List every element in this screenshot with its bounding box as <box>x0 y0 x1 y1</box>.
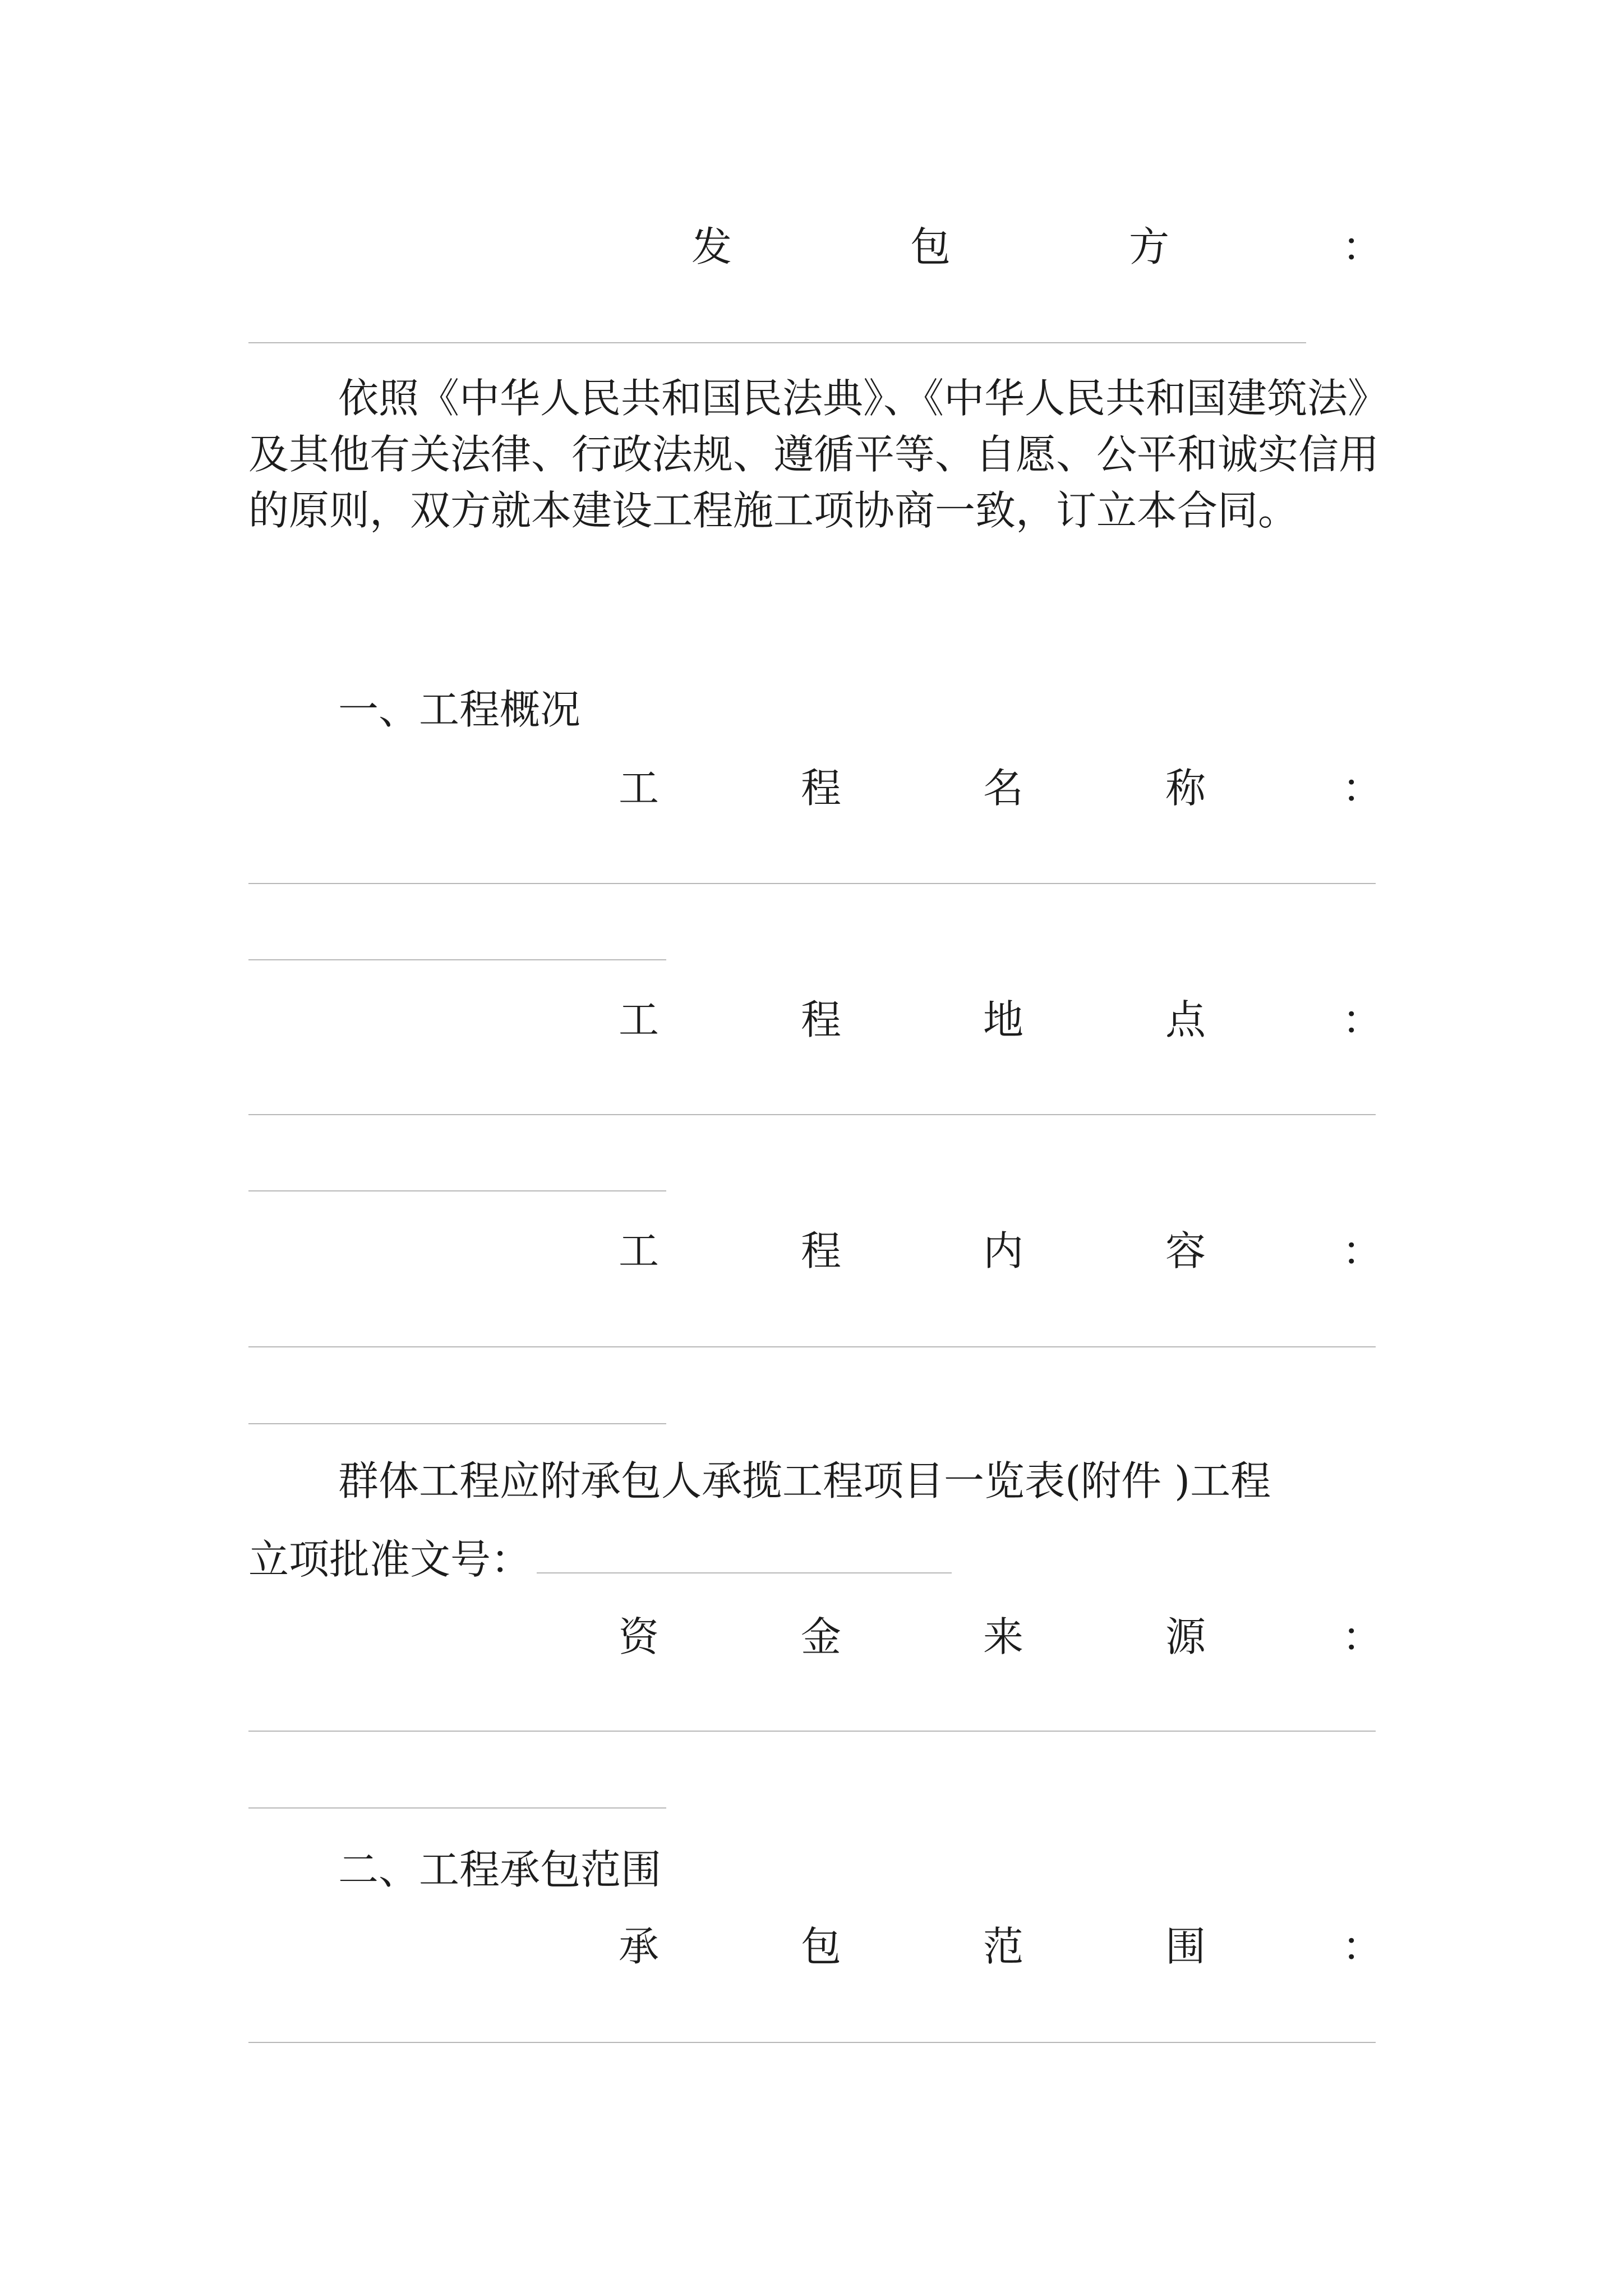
project-location-label <box>0 992 1623 1048</box>
project-location-blank-continued[interactable] <box>248 1190 666 1191</box>
project-location-blank[interactable] <box>248 1114 1376 1115</box>
label-char: 称 <box>1165 765 1206 812</box>
label-char: 发 <box>691 223 732 270</box>
label-colon: ： <box>1342 1923 1383 1970</box>
label-char: 程 <box>801 996 842 1043</box>
project-name-blank[interactable] <box>248 883 1376 884</box>
label-char: 工 <box>619 765 660 812</box>
label-char: 资 <box>619 1613 660 1660</box>
label-char: 围 <box>1165 1923 1206 1970</box>
approval-number-row <box>248 1531 952 1588</box>
project-content-blank-continued[interactable] <box>248 1423 666 1424</box>
label-char: 工 <box>619 1227 660 1274</box>
funding-source-blank-continued[interactable] <box>248 1807 666 1809</box>
party-employer-label <box>0 219 1623 275</box>
label-char: 来 <box>983 1613 1024 1660</box>
group-project-note: 群体工程应附承包人承揽工程项目一览表(附件 )工程 <box>338 1457 1271 1504</box>
label-char: 方 <box>1129 223 1170 270</box>
label-char: 工 <box>619 996 660 1043</box>
project-name-blank-continued[interactable] <box>248 959 666 960</box>
label-char: 名 <box>983 765 1024 812</box>
label-char: 地 <box>983 996 1024 1043</box>
label-char: 包 <box>801 1923 842 1970</box>
label-colon: ： <box>1342 765 1383 812</box>
party-employer-blank[interactable] <box>248 342 1306 343</box>
project-content-label <box>0 1223 1623 1279</box>
label-colon: ： <box>1342 1227 1383 1274</box>
label-char: 程 <box>801 765 842 812</box>
label-colon: ： <box>1342 996 1383 1043</box>
funding-source-blank[interactable] <box>248 1731 1376 1732</box>
label-char: 内 <box>983 1227 1024 1274</box>
label-char: 承 <box>619 1923 660 1970</box>
project-content-blank[interactable] <box>248 1346 1376 1347</box>
label-char: 程 <box>801 1227 842 1274</box>
approval-number-label: 立项批准文号： <box>248 1536 532 1583</box>
project-name-label <box>0 760 1623 816</box>
contract-scope-blank[interactable] <box>248 2042 1376 2043</box>
approval-number-blank[interactable] <box>537 1533 952 1573</box>
contract-scope-label <box>0 1918 1623 1975</box>
label-char: 包 <box>910 223 951 270</box>
section-heading-scope: 二、工程承包范围 <box>338 1846 662 1893</box>
label-char: 容 <box>1165 1227 1206 1274</box>
label-char: 点 <box>1165 996 1206 1043</box>
label-char: 源 <box>1165 1613 1206 1660</box>
label-colon: ： <box>1342 223 1383 270</box>
label-colon: ： <box>1342 1613 1383 1660</box>
preamble-paragraph: 依照《中华人民共和国民法典》、《中华人民共和国建筑法》及其他有关法律、行政法规、遵循平等、自愿、公平和诚实信用的原则，双方就本建设工程施工项协商一致，订立本合同。 <box>248 375 1389 534</box>
funding-source-label <box>0 1609 1623 1665</box>
section-heading-overview: 一、工程概况 <box>338 686 581 733</box>
label-char: 金 <box>801 1613 842 1660</box>
label-char: 范 <box>983 1923 1024 1970</box>
